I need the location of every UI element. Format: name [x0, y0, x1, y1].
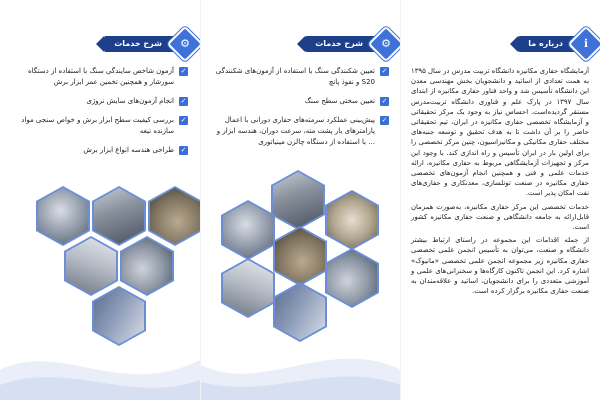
hex-photo — [36, 186, 90, 246]
hex-photo — [273, 226, 327, 286]
hex-photo — [148, 186, 200, 246]
hex-photo — [221, 200, 275, 260]
list-item: ✓ آزمون شاخص سایندگی سنگ با استفاده از دستگاه سورشار و همچنین تخمین عمر ابزار برش — [28, 67, 187, 86]
list-item: ✓ طراحی هندسه انواع ابزار برش — [83, 146, 187, 154]
check-icon: ✓ — [180, 146, 187, 154]
hex-photo — [221, 258, 275, 318]
services-panel-2 — [0, 0, 200, 400]
about-paragraph: از جمله اقدامات این مجموعه در راستای ارتباط بیشتر دانشگاه و صنعت، می‌توان به تأسیس انجمن علمی تخصصی حفاری مکانیزه زیر مجموعه انجمن علمی تخصصی «مانیوک» اشاره کرد. این انجمن تاکنون کارگاه‌ها و سخنرانی‌های علمی و آموزشی متعددی را برای دانشجویان، اساتید و علاقه‌مندان به صنعت حفاری مکانیزه برگزار کرده است. — [411, 236, 589, 296]
hex-photo — [64, 236, 118, 296]
check-icon: ✓ — [180, 97, 187, 105]
hex-photo — [92, 186, 146, 246]
about-panel — [400, 0, 600, 400]
check-icon: ✓ — [180, 116, 187, 124]
check-icon: ✓ — [180, 67, 187, 75]
about-paragraph: خدمات تخصصی این مرکز حفاری مکانیزه، به‌صورت همزمان قابل‌ارائه به جامعه دانشگاهی و صنعت حفاری مکانیزه کشور است. — [411, 202, 589, 232]
info-icon: ℹ — [568, 26, 600, 63]
gear-icon: ⚙ — [167, 26, 200, 63]
check-icon: ✓ — [381, 116, 388, 124]
check-icon: ✓ — [381, 97, 388, 105]
about-title: درباره ما — [518, 36, 587, 52]
gear-icon: ⚙ — [368, 26, 401, 63]
decorative-wave — [0, 330, 200, 400]
list-item: ✓ انجام آزمون‌های سایش نروژی — [86, 97, 187, 105]
hex-photo — [271, 170, 325, 230]
services-2-title: شرح خدمات — [104, 36, 186, 52]
list-item: ✓ بررسی کیفیت سطح ابزار برش و خواص سنجی مواد سازنده تیغه — [21, 116, 187, 135]
decorative-wave — [201, 330, 401, 400]
check-icon: ✓ — [381, 67, 388, 75]
list-item: ✓ تعیین شکنندگی سنگ با استفاده از آزمون‌های شکنندگی S20 و نفوذ پانچ — [215, 67, 388, 86]
hex-photo — [120, 236, 174, 296]
hex-photo — [325, 190, 379, 250]
list-item: ✓ پیش‌بینی عملکرد سرمته‌های حفاری دورانی با اعمال پارامترهای بار پشت مته، سرعت دوران، هندسه ابزار و ... با استفاده از دستگاه چالزن مینیاتوری — [216, 116, 388, 146]
services-2-list — [10, 66, 188, 164]
list-item: ✓ تعیین سختی سطح سنگ — [304, 97, 388, 105]
services-panel-1 — [200, 0, 401, 400]
about-paragraph: آزمایشگاه حفاری مکانیزه دانشگاه تربیت مدرس در سال ۱۳۹۵ به همت تعدادی از اساتید و دانشجویان بخش مهندسی معدن این دانشگاه تأسیس شد و واحد فناور حفاری مکانیزه از ابتدای سال ۱۳۹۷ در پارک علم و فناوری دانشگاه تربیت‌مدرس مستقر گردیده‌است. احساس نیاز به وجود یک مرکز تحقیقاتی و آزمایشگاه تخصصی حفاری مکانیزه در ایران، تیم تحقیقاتی حاضر را بر آن داشت تا به هدف تحقیق و توسعه جنبه‌های مختلف حفاری مکانیکی و مکانیزاسیون، چنین مرکز تخصصی را برای اولین بار در ایران تأسیس و راه اندازی کند. با وجود این مرکز و تجهیزات آزمایشگاهی مربوط به حفاری مکانیزه، ارائه خدمات علمی و فنی و همچنین انجام آزمون‌های تخصصی حفاری مکانیزه در صنعت تونلسازی، معدنکاری و حفاری‌های نفت امکان پذیر است. — [411, 67, 589, 198]
hex-photo — [325, 248, 379, 308]
about-text — [411, 66, 589, 299]
services-1-title: شرح خدمات — [305, 36, 387, 52]
services-1-list — [211, 66, 389, 156]
